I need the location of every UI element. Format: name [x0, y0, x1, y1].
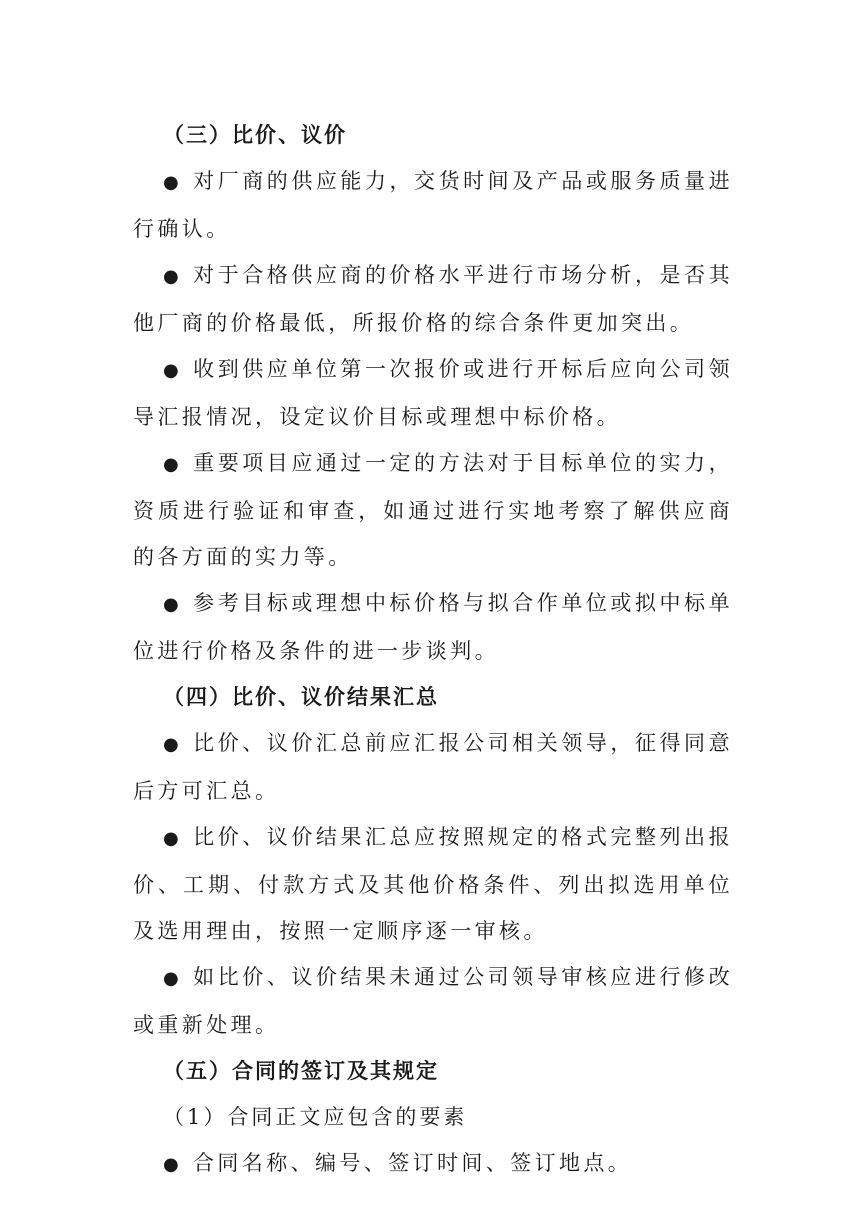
bullet-icon: ●: [163, 454, 179, 475]
paragraph-text: 比价、议价汇总前应汇报公司相关领导，征得同意后方可汇总。: [133, 731, 733, 803]
bullet-paragraph: [133, 346, 733, 440]
paragraph-text: 重要项目应通过一定的方法对于目标单位的实力，资质进行验证和审查，如通过进行实地考察了解供应商的各方面的实力等。: [133, 451, 733, 569]
bullet-paragraph: [133, 252, 733, 346]
bullet-icon: ●: [163, 828, 179, 849]
paragraph-text: 对于合格供应商的价格水平进行市场分析，是否其他厂商的价格最低，所报价格的综合条件更加突出。: [133, 263, 733, 335]
bullet-paragraph: [133, 814, 733, 954]
paragraph-text: 参考目标或理想中标价格与拟合作单位或拟中标单位进行价格及条件的进一步谈判。: [133, 591, 733, 663]
bullet-paragraph: [133, 1140, 733, 1188]
bullet-icon: ●: [163, 734, 179, 755]
bullet-icon: ●: [163, 172, 179, 193]
paragraph-text: 如比价、议价结果未通过公司领导审核应进行修改或重新处理。: [133, 965, 733, 1037]
bullet-paragraph: [133, 580, 733, 674]
bullet-paragraph: [133, 158, 733, 252]
section-heading-5: （五）合同的签订及其规定: [163, 1059, 439, 1083]
bullet-icon: ●: [163, 594, 179, 615]
bullet-icon: ●: [163, 360, 179, 381]
paragraph-text: 对厂商的供应能力，交货时间及产品或服务质量进行确认。: [133, 169, 733, 241]
paragraph-text: 合同名称、编号、签订时间、签订地点。: [193, 1151, 633, 1175]
document-body: [133, 112, 733, 1188]
paragraph-text: 比价、议价结果汇总应按照规定的格式完整列出报价、工期、付款方式及其他价格条件、列出拟选用单位及选用理由，按照一定顺序逐一审核。: [133, 825, 733, 943]
bullet-paragraph: [133, 720, 733, 814]
subsection-heading: （1）合同正文应包含的要素: [163, 1105, 468, 1129]
bullet-icon: ●: [163, 968, 179, 989]
bullet-paragraph: [133, 440, 733, 580]
bullet-icon: ●: [163, 1154, 179, 1175]
section-heading-4: （四）比价、议价结果汇总: [163, 685, 439, 709]
paragraph-text: 收到供应单位第一次报价或进行开标后应向公司领导汇报情况，设定议价目标或理想中标价格。: [133, 357, 733, 429]
bullet-icon: ●: [163, 266, 179, 287]
section-heading-3: （三）比价、议价: [163, 123, 347, 147]
bullet-paragraph: [133, 954, 733, 1048]
